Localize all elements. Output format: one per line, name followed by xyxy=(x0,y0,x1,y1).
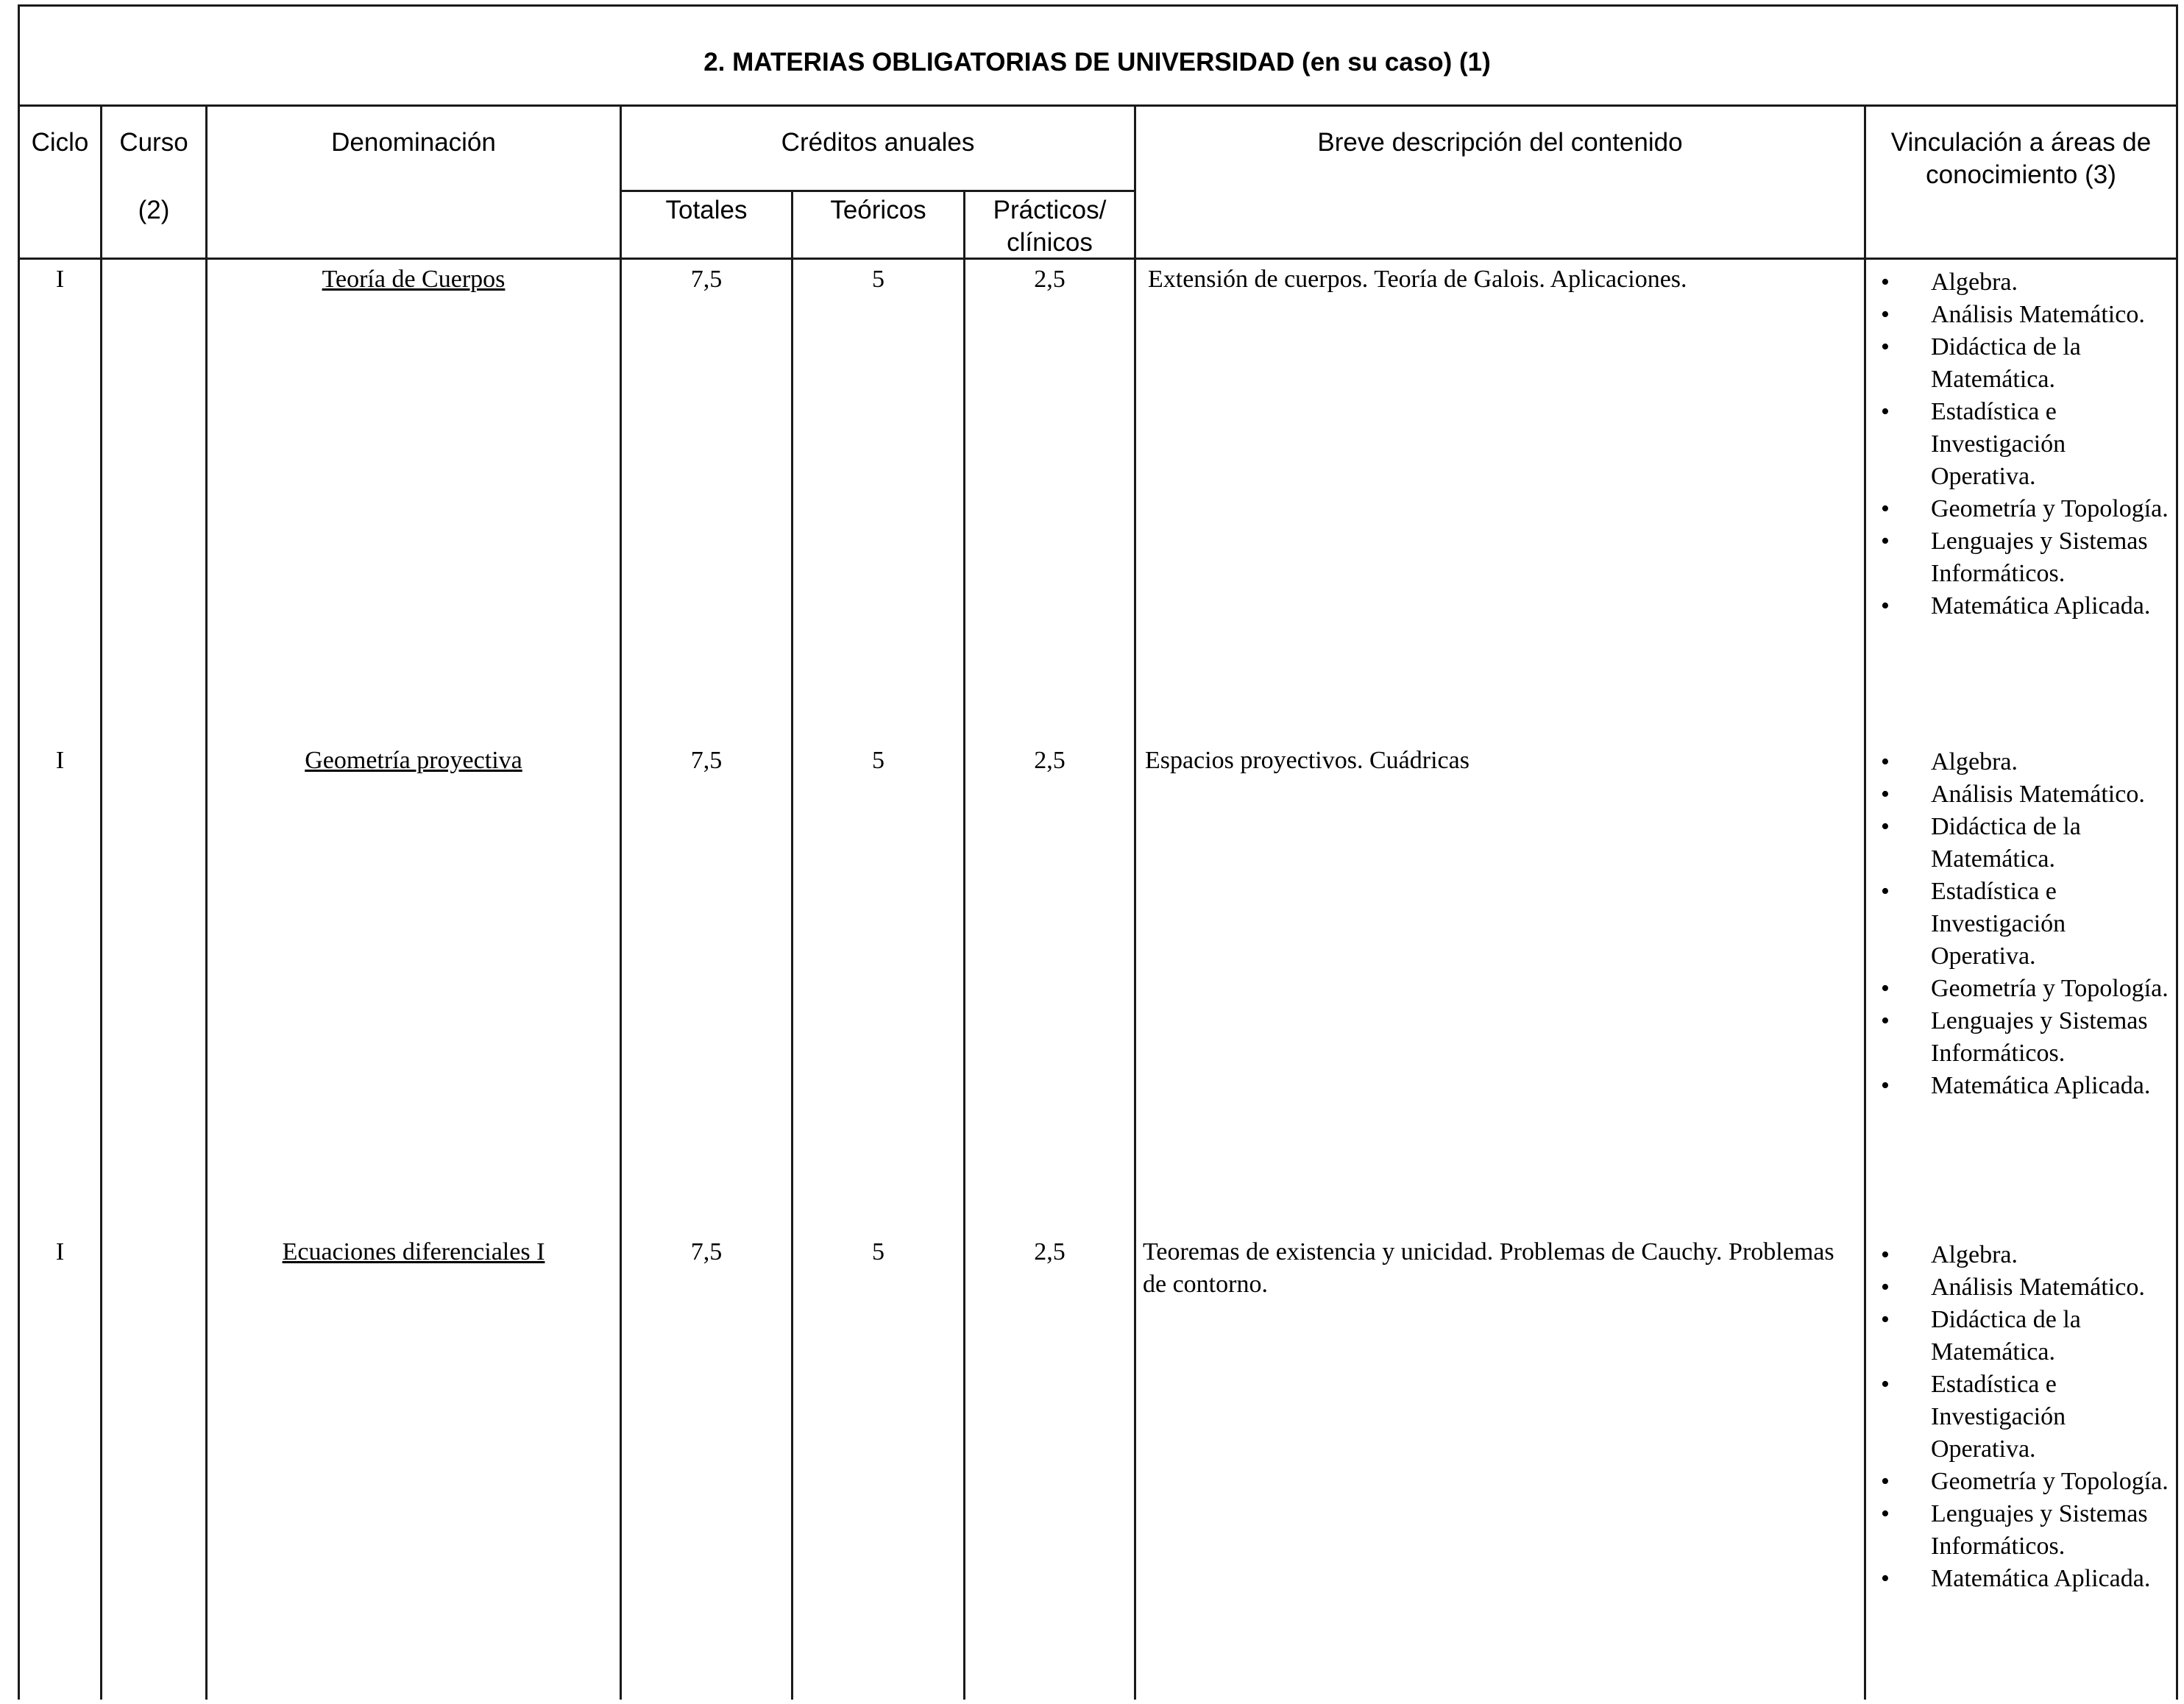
table-border-top xyxy=(18,4,2178,7)
row1-denominacion: Teoría de Cuerpos xyxy=(322,266,506,293)
list-item: • Matemática Aplicada. xyxy=(1878,590,2172,622)
list-item: • Matemática Aplicada. xyxy=(1878,1563,2172,1595)
list-item: • Lenguajes y Sistemas Informáticos. xyxy=(1878,1498,2172,1563)
list-item: • Geometría y Topología. xyxy=(1878,973,2172,1005)
row1-areas-list xyxy=(1878,266,2172,622)
header-vinculacion: Vinculación a áreas de conocimiento (3) xyxy=(1890,128,2152,189)
row3-ciclo: I xyxy=(55,1238,65,1265)
row1-ciclo: I xyxy=(55,266,65,293)
header-ciclo: Ciclo xyxy=(31,128,89,157)
list-item: • Didáctica de la Matemática. xyxy=(1878,1304,2172,1368)
row3-denominacion: Ecuaciones diferenciales I xyxy=(282,1238,545,1265)
list-item: • Algebra. xyxy=(1878,266,2172,299)
col-sep-denominacion xyxy=(620,104,622,1700)
list-item: • Estadística e Investigación Operativa. xyxy=(1878,396,2172,493)
col-sep-totales xyxy=(791,190,793,1700)
list-item: • Algebra. xyxy=(1878,746,2172,778)
row2-denominacion: Geometría proyectiva xyxy=(305,747,522,774)
col-sep-descripcion xyxy=(1864,104,1866,1700)
header-creditos-anuales: Créditos anuales xyxy=(781,128,975,157)
col-sep-curso xyxy=(205,104,208,1700)
page-title: 2. MATERIAS OBLIGATORIAS DE UNIVERSIDAD (en su caso) (1) xyxy=(703,48,1491,77)
credits-subheader-divider xyxy=(620,190,1135,192)
list-item: • Análisis Matemático. xyxy=(1878,299,2172,331)
row1-practicos: 2,5 xyxy=(1034,266,1066,293)
list-item: • Análisis Matemático. xyxy=(1878,778,2172,811)
row2-areas-list xyxy=(1878,746,2172,1102)
row3-practicos: 2,5 xyxy=(1034,1238,1066,1265)
row3-totales: 7,5 xyxy=(690,1238,723,1265)
col-sep-creditos xyxy=(1134,104,1136,1700)
header-curso-note: (2) xyxy=(138,196,170,224)
row1-descripcion: Extensión de cuerpos. Teoría de Galois. Aplicaciones. xyxy=(1148,266,1687,293)
table-border-left xyxy=(18,4,20,1700)
header-practicos: Prácticos/ clínicos xyxy=(993,196,1107,257)
row3-descripcion: Teoremas de existencia y unicidad. Problemas de Cauchy. Problemas de contorno. xyxy=(1143,1238,1834,1298)
list-item: • Geometría y Topología. xyxy=(1878,1466,2172,1498)
list-item: • Estadística e Investigación Operativa. xyxy=(1878,876,2172,973)
header-denominacion: Denominación xyxy=(331,128,496,157)
list-item: • Análisis Matemático. xyxy=(1878,1271,2172,1304)
list-item: • Estadística e Investigación Operativa. xyxy=(1878,1368,2172,1466)
list-item: • Algebra. xyxy=(1878,1239,2172,1271)
col-sep-teoricos xyxy=(963,190,965,1700)
list-item: • Geometría y Topología. xyxy=(1878,493,2172,525)
list-item: • Lenguajes y Sistemas Informáticos. xyxy=(1878,1005,2172,1070)
row2-ciclo: I xyxy=(55,747,65,774)
list-item: • Lenguajes y Sistemas Informáticos. xyxy=(1878,525,2172,590)
table-border-right xyxy=(2176,4,2178,1700)
row2-descripcion: Espacios proyectivos. Cuádricas xyxy=(1145,747,1469,774)
list-item: • Didáctica de la Matemática. xyxy=(1878,811,2172,876)
header-descripcion: Breve descripción del contenido xyxy=(1317,128,1683,157)
row2-teoricos: 5 xyxy=(872,747,884,774)
header-totales: Totales xyxy=(665,196,748,224)
header-teoricos: Teóricos xyxy=(830,196,926,224)
list-item: • Matemática Aplicada. xyxy=(1878,1070,2172,1102)
row2-practicos: 2,5 xyxy=(1034,747,1066,774)
header-curso: Curso xyxy=(119,128,188,157)
row2-totales: 7,5 xyxy=(690,747,723,774)
col-sep-ciclo xyxy=(100,104,102,1700)
header-divider xyxy=(18,104,2178,107)
row3-areas-list xyxy=(1878,1239,2172,1595)
row1-totales: 7,5 xyxy=(690,266,723,293)
list-item: • Didáctica de la Matemática. xyxy=(1878,331,2172,396)
row3-teoricos: 5 xyxy=(872,1238,884,1265)
row1-teoricos: 5 xyxy=(872,266,884,293)
